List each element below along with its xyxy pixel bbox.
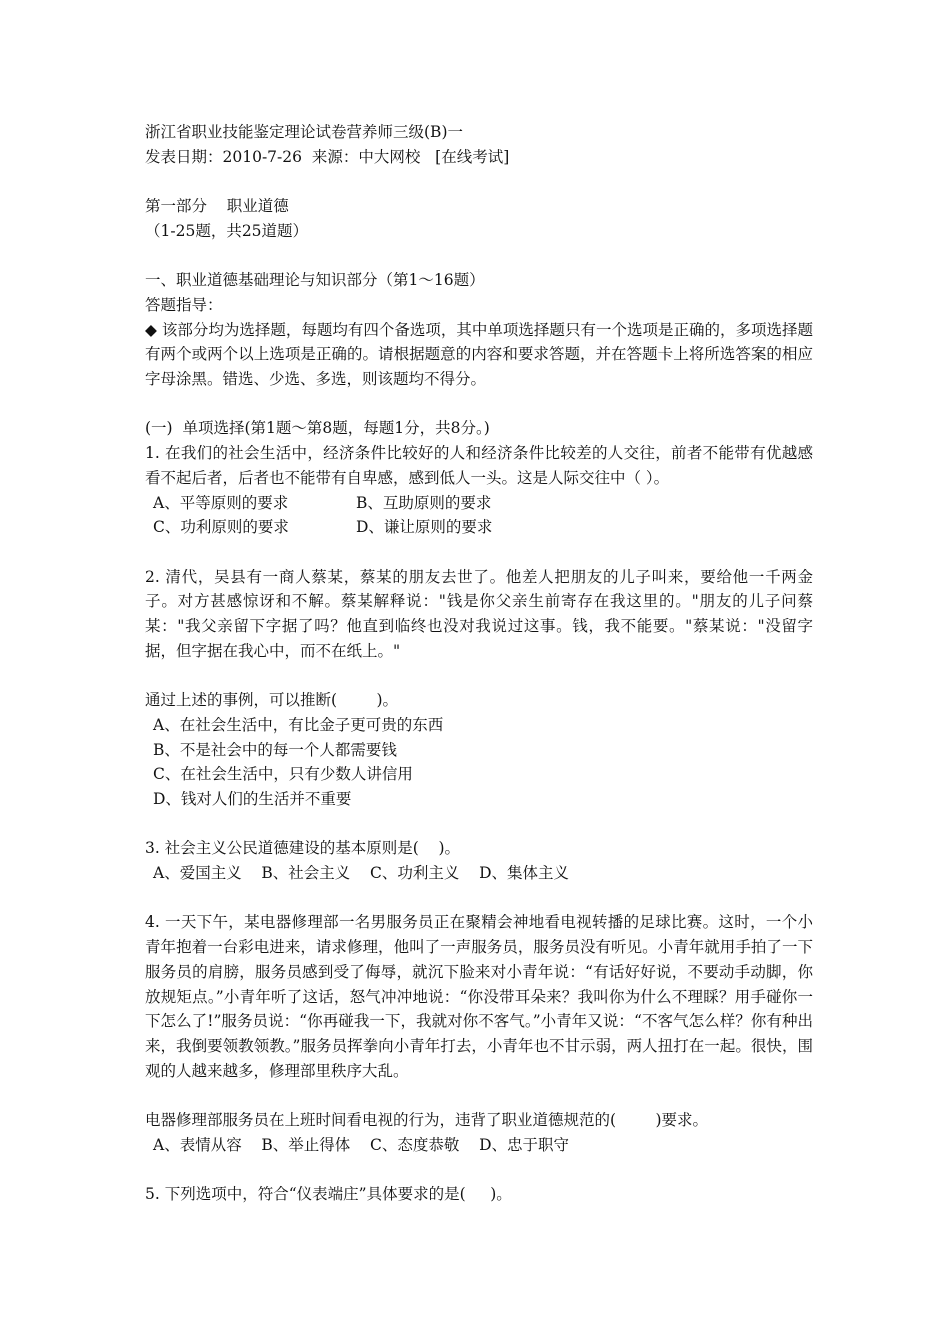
- question-4-stem: 4. 一天下午，某电器修理部一名男服务员正在聚精会神地看电视转播的足球比赛。这时，一个小青年抱着一台彩电进来，请求修理，他叫了一声服务员，服务员没有听见。小青年就用手拍了一下服务员的肩膀，服务员感到受了侮辱，就沉下脸来对小青年说：“有话好好说，不要动手动脚，你放规矩点。”小青年听了这话，怒气冲冲地说：“你没带耳朵来？我叫你为什么不理睬？用手碰你一下怎么了!”服务员说：“你再碰我一下，我就对你不客气。”小青年又说：“不客气怎么样？你有种出来，我倒要领教领教。”服务员挥拳向小青年打去，小青年也不甘示弱，两人扭打在一起。很快，围观的人越来越多，修理部里秩序大乱。: [145, 913, 813, 1080]
- part-range: （1-25题，共25道题）: [145, 221, 309, 240]
- question-1-option-c: C、功利原则的要求: [153, 518, 289, 537]
- question-1-options-row-1: [145, 491, 813, 516]
- spacer: [145, 244, 813, 269]
- question-1-option-b: B、互助原则的要求: [356, 493, 492, 512]
- question-3-stem: 3. 社会主义公民道德建设的基本原则是( )。: [145, 839, 461, 858]
- spacer: [145, 540, 813, 565]
- publish-meta: 发表日期：2010-7-26 来源：中大网校 [在线考试]: [145, 147, 510, 166]
- question-4-prompt: 电器修理部服务员在上班时间看电视的行为，违背了职业道德规范的( )要求。: [145, 1111, 709, 1129]
- spacer: [145, 812, 813, 837]
- section-heading: 一、职业道德基础理论与知识部分（第1～16题）: [145, 271, 485, 290]
- part-heading: 第一部分 职业道德: [145, 197, 289, 216]
- question-2-prompt: 通过上述的事例，可以推断( )。: [145, 691, 399, 710]
- spacer: [145, 169, 813, 194]
- question-4-options: A、表情从容 B、举止得体 C、态度恭敬 D、忠于职守: [153, 1135, 569, 1154]
- question-2-option-a: A、在社会生活中，有比金子更可贵的东西: [153, 715, 444, 734]
- spacer: [145, 663, 813, 688]
- document-page: [145, 120, 813, 1207]
- question-2-option-c: C、在社会生活中，只有少数人讲信用: [153, 765, 413, 784]
- question-1-option-a: A、平等原则的要求: [153, 493, 289, 512]
- question-2-option-b: B、不是社会中的每一个人都需要钱: [153, 740, 397, 759]
- spacer: [145, 1157, 813, 1182]
- question-1-options-row-2: [145, 515, 813, 540]
- guide-label: 答题指导：: [145, 295, 223, 314]
- question-5-stem: 5. 下列选项中，符合“仪表端庄”具体要求的是( )。: [145, 1185, 512, 1204]
- spacer: [145, 886, 813, 911]
- question-1-option-d: D、谦让原则的要求: [356, 518, 493, 537]
- question-2-stem: 2. 清代，吴县有一商人蔡某，蔡某的朋友去世了。他差人把朋友的儿子叫来，要给他一千两金子。对方甚感惊讶和不解。蔡某解释说："钱是你父亲生前寄存在我这里的。"朋友的儿子问蔡某："我父亲留下字据了吗？他直到临终也没对我说过这事。钱，我不能要。"蔡某说："没留字据，但字据在我心中，而不在纸上。": [145, 567, 813, 660]
- subsection-heading: (一) 单项选择(第1题～第8题，每题1分，共8分。): [145, 419, 490, 438]
- question-3-options: A、爱国主义 B、社会主义 C、功利主义 D、集体主义: [153, 864, 569, 882]
- spacer: [145, 392, 813, 417]
- guide-text: ◆ 该部分均为选择题，每题均有四个备选项，其中单项选择题只有一个选项是正确的，多项选择题有两个或两个以上选项是正确的。请根据题意的内容和要求答题，并在答题卡上将所选答案的相应字母涂黑。错选、少选、多选，则该题均不得分。: [145, 320, 813, 388]
- question-2-option-d: D、钱对人们的生活并不重要: [153, 789, 352, 808]
- spacer: [145, 1083, 813, 1108]
- question-1-stem: 1. 在我们的社会生活中，经济条件比较好的人和经济条件比较差的人交往，前者不能带有优越感看不起后者，后者也不能带有自卑感，感到低人一头。这是人际交往中（ ）。: [145, 444, 813, 487]
- document-title: 浙江省职业技能鉴定理论试卷营养师三级(B)一: [145, 123, 463, 141]
